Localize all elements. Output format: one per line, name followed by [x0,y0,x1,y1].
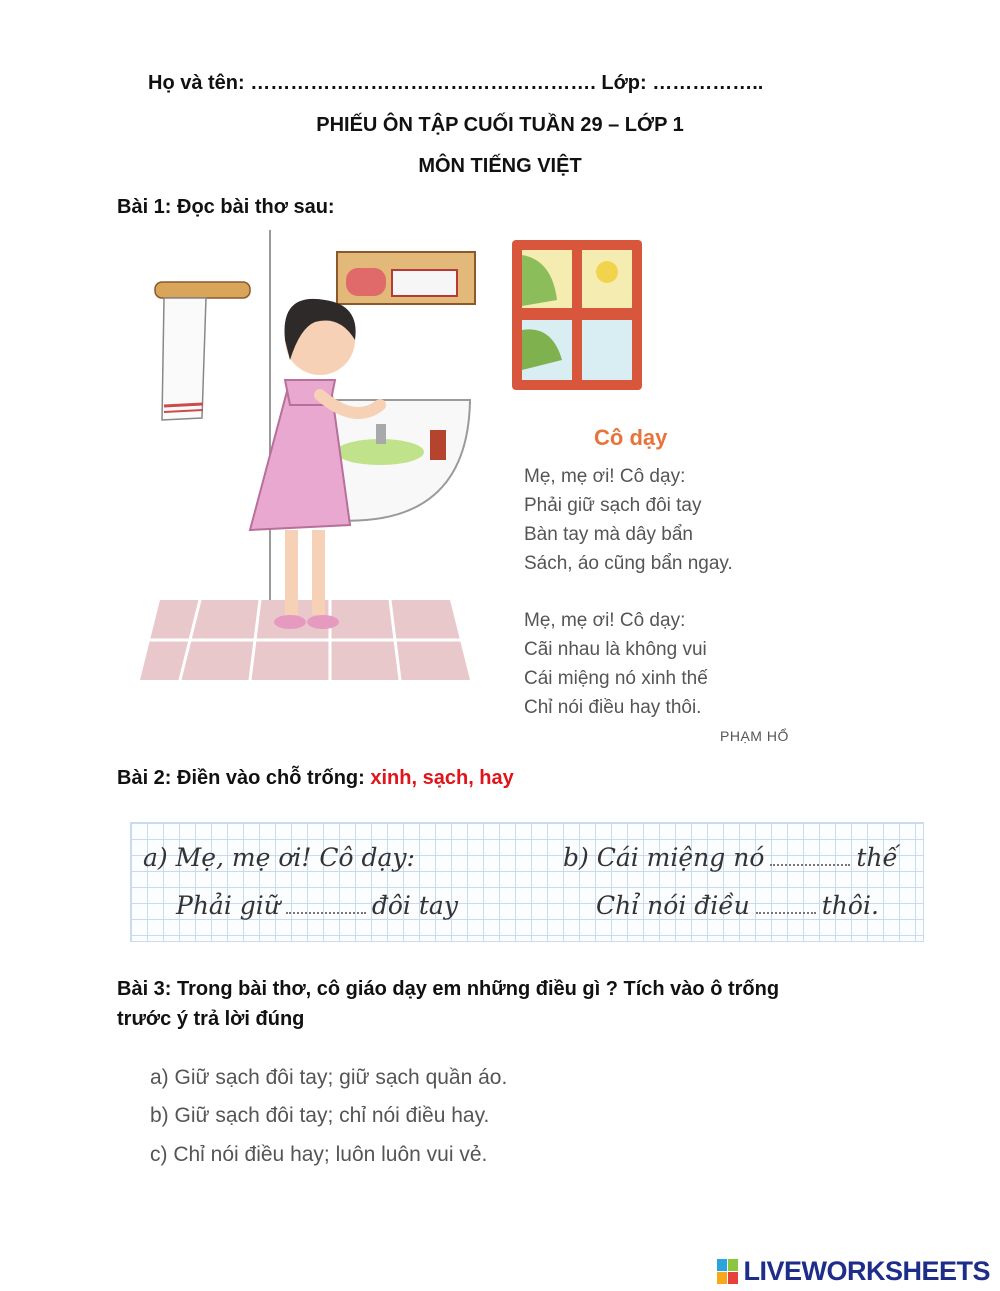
blank-b-xinh[interactable] [770,864,850,866]
exercise-a-line2-start: Phải giữ [176,891,280,920]
window-illustration [512,240,642,390]
task3-label-line1: Bài 3: Trong bài thơ, cô giáo dạy em những điều gì ? Tích vào ô trống [117,978,780,1000]
exercise-a-line1: a) Mẹ, mẹ ơi! Cô dạy: [143,843,415,872]
poem-line: Sách, áo cũng bẩn ngay. [524,553,733,574]
exercise-b-line2-end: thôi. [821,891,879,920]
poem-title: Cô dạy [594,425,668,450]
poem-line: Mẹ, mẹ ơi! Cô dạy: [524,610,686,631]
poem-author: PHẠM HỔ [720,728,789,744]
task2-label [117,767,514,790]
blank-b-hay[interactable] [756,912,816,914]
option-c[interactable]: c) Chỉ nói điều hay; luôn luôn vui vẻ. [150,1143,488,1166]
option-b[interactable]: b) Giữ sạch đôi tay; chỉ nói điều hay. [150,1104,490,1127]
option-a[interactable]: a) Giữ sạch đôi tay; giữ sạch quần áo. [150,1066,508,1089]
logo-text: LIVEWORKSHEETS [743,1256,990,1286]
bathroom-illustration [140,230,510,700]
task1-label: Bài 1: Đọc bài thơ sau: [117,196,335,218]
exercise-b-line1-end: thế [856,843,898,872]
poem-line: Chỉ nói điều hay thôi. [524,697,702,718]
liveworksheets-logo [717,1256,990,1287]
subject-title: MÔN TIẾNG VIỆT [418,155,582,177]
exercise-b-line1-start: b) Cái miệng nó [563,843,765,872]
poem-line: Cái miệng nó xinh thế [524,668,708,689]
exercise-b-line2 [596,891,879,920]
handwriting-grid [130,822,924,942]
exercise-a-line2-end: đôi tay [371,891,458,920]
task2-word-bank: xinh, sạch, hay [370,767,514,789]
poem-line: Phải giữ sạch đôi tay [524,495,702,516]
worksheet-title: PHIẾU ÔN TẬP CUỐI TUẦN 29 – LỚP 1 [316,114,684,136]
exercise-a-line2 [176,891,458,920]
poem-line: Mẹ, mẹ ơi! Cô dạy: [524,466,686,487]
name-class-line: Họ và tên: ……………………………………………. Lớp: …………….. [148,72,764,94]
exercise-b-line1 [563,843,898,872]
task3-label-line2: trước ý trả lời đúng [117,1008,305,1030]
exercise-b-line2-start: Chỉ nói điều [596,891,750,920]
poem-line: Bàn tay mà dây bẩn [524,524,693,545]
poem-line: Cãi nhau là không vui [524,639,707,660]
task2-label-text: Bài 2: Điền vào chỗ trống: [117,767,365,789]
logo-mark-icon [717,1259,739,1285]
blank-a-sach[interactable] [286,912,366,914]
